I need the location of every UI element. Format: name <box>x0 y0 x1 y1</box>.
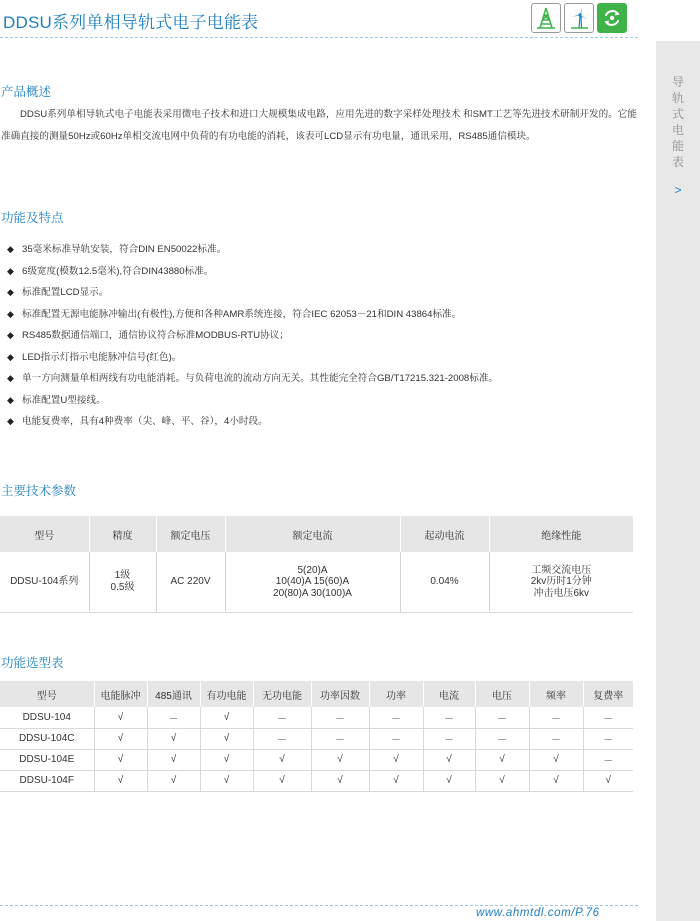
table-cell: － <box>423 728 475 749</box>
table-cell: － <box>311 728 369 749</box>
table-cell: － <box>147 707 200 728</box>
table-cell: － <box>529 707 583 728</box>
column-header: 频率 <box>529 681 583 707</box>
table-cell: √ <box>94 707 147 728</box>
table-cell: √ <box>369 749 423 770</box>
table-cell: √ <box>369 770 423 791</box>
spec-model: DDSU-104系列 <box>0 552 89 612</box>
footer-url[interactable]: www.ahmtdl.com/P.76 <box>476 907 600 919</box>
column-header: 有功电能 <box>200 681 253 707</box>
side-tab-label: 导 轨 式 电 能 表 <box>671 75 684 169</box>
table-cell: － <box>311 707 369 728</box>
table-cell: √ <box>94 770 147 791</box>
list-item: ◆ 6级宽度(模数12.5毫米),符合DIN43880标准。 <box>7 261 637 283</box>
table-cell: － <box>475 728 529 749</box>
table-cell: √ <box>147 749 200 770</box>
column-header: 电流 <box>423 681 475 707</box>
list-item: ◆ LED指示灯指示电能脉冲信号(红色)。 <box>7 347 637 369</box>
side-tab[interactable] <box>656 41 700 921</box>
table-row <box>0 552 633 612</box>
table-cell: √ <box>253 770 311 791</box>
table-row <box>0 707 633 728</box>
table-cell: √ <box>475 749 529 770</box>
table-cell: DDSU-104 <box>0 707 94 728</box>
overview-title: 产品概述 <box>1 85 52 99</box>
table-cell: √ <box>200 749 253 770</box>
table-cell: √ <box>253 749 311 770</box>
table-cell: DDSU-104E <box>0 749 94 770</box>
table-cell: √ <box>147 770 200 791</box>
table-cell: √ <box>583 770 633 791</box>
list-item: ◆ 电能复费率，具有4种费率（尖、峰、平、谷），4小时段。 <box>7 411 637 433</box>
table-cell: － <box>583 707 633 728</box>
column-header: 功率因数 <box>311 681 369 707</box>
table-cell: √ <box>529 749 583 770</box>
table-cell: √ <box>94 728 147 749</box>
table-header-row <box>0 516 633 552</box>
table-row <box>0 749 633 770</box>
table-cell: √ <box>94 749 147 770</box>
column-header: 型号 <box>0 681 94 707</box>
table-cell: － <box>423 707 475 728</box>
table-cell: √ <box>311 749 369 770</box>
column-header: 电能脉冲 <box>94 681 147 707</box>
table-cell: √ <box>200 707 253 728</box>
function-table-title: 功能选型表 <box>1 656 64 670</box>
function-table <box>0 681 633 792</box>
wind-turbine-icon <box>564 3 594 33</box>
column-header: 绝缘性能 <box>489 516 633 552</box>
power-tower-icon <box>531 3 561 33</box>
features-list <box>7 239 637 433</box>
list-item: ◆ RS485数据通信端口，通信协议符合标准MODBUS-RTU协议； <box>7 325 637 347</box>
diamond-bullet-icon: ◆ <box>7 330 14 340</box>
table-cell: － <box>253 707 311 728</box>
footer-divider <box>0 905 638 906</box>
column-header: 额定电流 <box>225 516 400 552</box>
column-header: 功率 <box>369 681 423 707</box>
column-header: 型号 <box>0 516 89 552</box>
spec-current: 5(20)A 10(40)A 15(60)A 20(80)A 30(100)A <box>225 552 400 612</box>
table-cell: DDSU-104F <box>0 770 94 791</box>
header-divider <box>0 37 638 38</box>
column-header: 额定电压 <box>156 516 225 552</box>
diamond-bullet-icon: ◆ <box>7 394 14 405</box>
table-cell: － <box>583 728 633 749</box>
diamond-bullet-icon: ◆ <box>7 244 14 254</box>
diamond-bullet-icon: ◆ <box>7 308 14 319</box>
list-item: ◆ 单一方向测量单相两线有功电能消耗。与负荷电流的流动方向无关。其性能完全符合GB/T17215.321-2008标准。 <box>7 368 637 390</box>
diamond-bullet-icon: ◆ <box>7 287 14 297</box>
specs-title: 主要技术参数 <box>1 484 77 498</box>
diamond-bullet-icon: ◆ <box>7 265 14 276</box>
table-cell: － <box>529 728 583 749</box>
column-header: 复费率 <box>583 681 633 707</box>
diamond-bullet-icon: ◆ <box>7 373 14 383</box>
diamond-bullet-icon: ◆ <box>7 416 14 426</box>
spec-insulation: 工频交流电压 2kv历时1分钟 冲击电压6kv <box>489 552 633 612</box>
specs-table <box>0 516 633 613</box>
table-cell: √ <box>423 770 475 791</box>
table-cell: － <box>369 728 423 749</box>
column-header: 485通讯 <box>147 681 200 707</box>
list-item: ◆ 标准配置无源电能脉冲输出(有极性),方便和各种AMR系统连接，符合IEC 62053－21和DIN 43864标准。 <box>7 304 637 326</box>
table-cell: √ <box>311 770 369 791</box>
column-header: 精度 <box>89 516 156 552</box>
recycle-icon <box>597 3 627 33</box>
header-icons <box>531 3 627 33</box>
spec-start-current: 0.04% <box>400 552 489 612</box>
chevron-right-icon: > <box>674 183 682 197</box>
list-item: ◆ 35毫米标准导轨安装，符合DIN EN50022标准。 <box>7 239 637 261</box>
features-title: 功能及特点 <box>1 211 64 225</box>
table-cell: √ <box>423 749 475 770</box>
list-item: ◆ 标准配置LCD显示。 <box>7 282 637 304</box>
table-row <box>0 770 633 791</box>
table-cell: √ <box>147 728 200 749</box>
table-cell: － <box>369 707 423 728</box>
table-cell: √ <box>475 770 529 791</box>
table-row <box>0 728 633 749</box>
column-header: 电压 <box>475 681 529 707</box>
table-cell: DDSU-104C <box>0 728 94 749</box>
overview-text: DDSU系列单相导轨式电子电能表采用微电子技术和进口大规模集成电路，应用先进的数字采样处理技术 和SMT工艺等先进技术研制开发的。它能准确直接的测量50Hz或60Hz单相交流电网中负荷的有功电能的消耗，该表可LCD显示有功电量，通讯采用，RS485通信模块。 <box>1 109 637 142</box>
table-cell: － <box>253 728 311 749</box>
table-cell: √ <box>529 770 583 791</box>
diamond-bullet-icon: ◆ <box>7 351 14 362</box>
column-header: 无功电能 <box>253 681 311 707</box>
list-item: ◆ 标准配置U型接线。 <box>7 390 637 412</box>
page-title: DDSU系列单相导轨式电子电能表 <box>3 13 259 32</box>
table-cell: － <box>475 707 529 728</box>
table-cell: √ <box>200 728 253 749</box>
spec-accuracy: 1级 0.5级 <box>89 552 156 612</box>
table-cell: － <box>583 749 633 770</box>
column-header: 起动电流 <box>400 516 489 552</box>
table-cell: √ <box>200 770 253 791</box>
spec-voltage: AC 220V <box>156 552 225 612</box>
table-header-row <box>0 681 633 707</box>
